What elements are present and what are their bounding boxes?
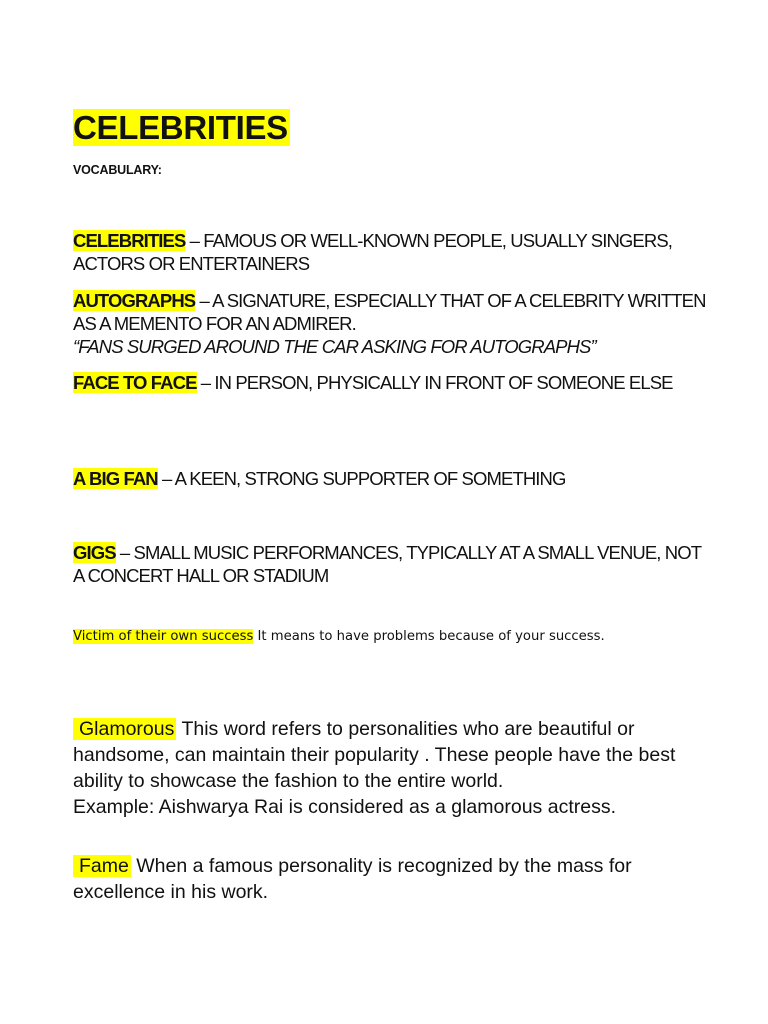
vocab-definition: – IN PERSON, PHYSICALLY IN FRONT OF SOMEONE ELSE [196,372,673,393]
vocab-entry-autographs [73,289,713,358]
vocab-example: “FANS SURGED AROUND THE CAR ASKING FOR AUTOGRAPHS” [73,336,596,357]
vocab-term: A BIG FAN [73,468,158,489]
vocab-definition: – A KEEN, STRONG SUPPORTER OF SOMETHING [157,468,566,489]
vocab-entry-a-big-fan [73,467,713,490]
vocab-example: Example: Aishwarya Rai is considered as a glamorous actress. [73,796,616,818]
vocab-term: GIGS [73,542,116,563]
vocab-term: AUTOGRAPHS [73,290,196,311]
vocab-entry-victim-of-success [73,625,693,649]
vocab-definition: When a famous personality is recognized by the mass for excellence in his work. [73,855,632,903]
vocab-entry-celebrities [73,229,713,275]
vocab-entry-face-to-face [73,371,713,394]
vocab-definition: – FAMOUS OR WELL-KNOWN PEOPLE, USUALLY SINGERS, ACTORS OR ENTERTAINERS [73,230,673,274]
vocab-entry-gigs [73,541,713,587]
vocab-definition: It means to have problems because of your success. [253,629,605,644]
vocab-definition: – SMALL MUSIC PERFORMANCES, TYPICALLY AT A SMALL VENUE, NOT A CONCERT HALL OR STADIUM [73,542,701,586]
vocabulary-heading: VOCABULARY: [73,163,162,177]
vocab-definition: This word refers to personalities who are beautiful or handsome, can maintain their popularity . These people have the best ability to showcase the fashion to the entire world. [73,718,676,792]
vocab-entry-fame [73,853,713,905]
vocab-entry-glamorous [73,716,713,820]
vocab-term: Glamorous [73,718,176,740]
vocab-definition: – A SIGNATURE, ESPECIALLY THAT OF A CELEBRITY WRITTEN AS A MEMENTO FOR AN ADMIRER. [73,290,706,334]
title-highlight: CELEBRITIES [73,109,288,146]
vocab-term: Fame [73,855,131,877]
vocab-term: CELEBRITIES [73,230,186,251]
vocab-term: FACE TO FACE [73,372,197,393]
vocab-term: Victim of their own success [73,629,254,644]
page-title [73,108,290,148]
